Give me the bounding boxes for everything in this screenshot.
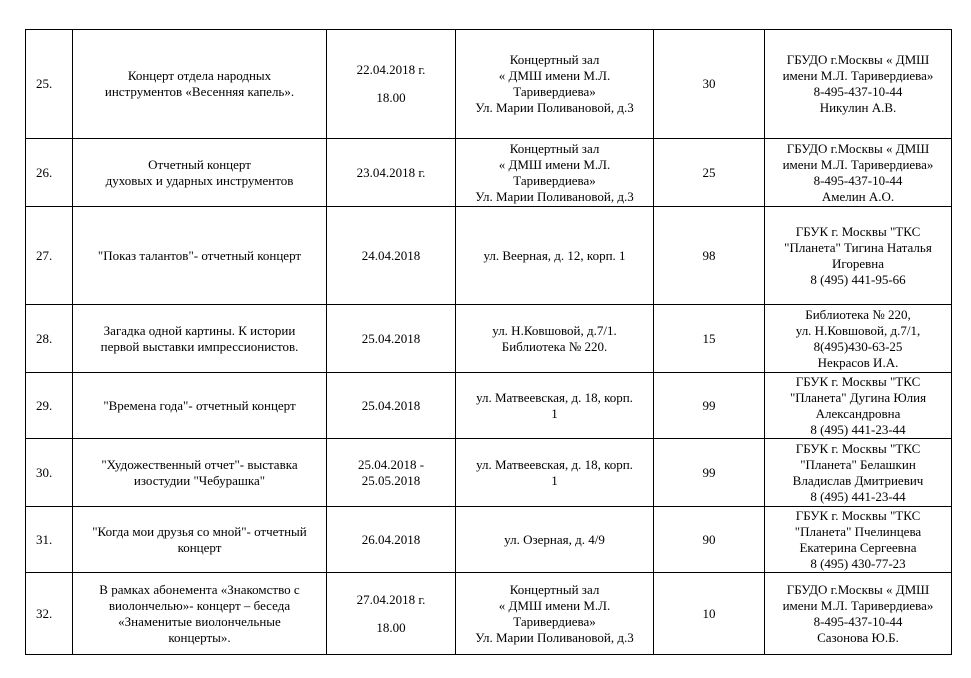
event-organizer: ГБУК г. Москвы "ТКС "Планета" Белашкин Владислав Дмитриевич 8 (495) 441-23-44 <box>765 439 952 507</box>
event-date: 27.04.2018 г. 18.00 <box>327 573 456 655</box>
event-attendance: 99 <box>654 439 765 507</box>
table-row <box>26 30 952 139</box>
table-row <box>26 573 952 655</box>
event-date: 25.04.2018 <box>327 373 456 439</box>
event-title: Загадка одной картины. К истории первой выставки импрессионистов. <box>73 305 327 373</box>
event-organizer: ГБУДО г.Москвы « ДМШ имени М.Л. Таривердиева» 8-495-437-10-44 Амелин А.О. <box>765 139 952 207</box>
event-venue: ул. Матвеевская, д. 18, корп. 1 <box>456 439 654 507</box>
event-venue: ул. Матвеевская, д. 18, корп. 1 <box>456 373 654 439</box>
event-venue: Концертный зал « ДМШ имени М.Л. Таривердиева» Ул. Марии Поливановой, д.3 <box>456 573 654 655</box>
row-number: 29. <box>26 373 73 439</box>
event-title: "Показ талантов"- отчетный концерт <box>73 207 327 305</box>
row-number: 32. <box>26 573 73 655</box>
event-title: "Когда мои друзья со мной"- отчетный концерт <box>73 507 327 573</box>
event-time: 18.00 <box>376 90 406 105</box>
events-table <box>25 29 952 655</box>
event-venue: ул. Озерная, д. 4/9 <box>456 507 654 573</box>
event-venue: ул. Н.Ковшовой, д.7/1. Библиотека № 220. <box>456 305 654 373</box>
event-venue: ул. Веерная, д. 12, корп. 1 <box>456 207 654 305</box>
event-attendance: 99 <box>654 373 765 439</box>
event-organizer: ГБУК г. Москвы "ТКС "Планета" Тигина Наталья Игоревна 8 (495) 441-95-66 <box>765 207 952 305</box>
row-number: 31. <box>26 507 73 573</box>
event-date: 24.04.2018 <box>327 207 456 305</box>
event-organizer: ГБУК г. Москвы "ТКС "Планета" Пчелинцева Екатерина Сергеевна 8 (495) 430-77-23 <box>765 507 952 573</box>
event-attendance: 98 <box>654 207 765 305</box>
row-number: 25. <box>26 30 73 139</box>
row-number: 27. <box>26 207 73 305</box>
event-venue: Концертный зал « ДМШ имени М.Л. Таривердиева» Ул. Марии Поливановой, д.3 <box>456 30 654 139</box>
row-number: 26. <box>26 139 73 207</box>
event-attendance: 15 <box>654 305 765 373</box>
event-organizer: ГБУДО г.Москвы « ДМШ имени М.Л. Таривердиева» 8-495-437-10-44 Сазонова Ю.Б. <box>765 573 952 655</box>
event-organizer: Библиотека № 220, ул. Н.Ковшовой, д.7/1, 8(495)430-63-25 Некрасов И.А. <box>765 305 952 373</box>
event-date: 25.04.2018 <box>327 305 456 373</box>
row-number: 28. <box>26 305 73 373</box>
event-title: В рамках абонемента «Знакомство с виолончелью»- концерт – беседа «Знаменитые виолончельные концерты». <box>73 573 327 655</box>
table-row <box>26 507 952 573</box>
event-attendance: 30 <box>654 30 765 139</box>
table-row <box>26 439 952 507</box>
event-time: 18.00 <box>376 619 406 635</box>
event-date: 22.04.2018 г. 18.00 <box>327 30 456 139</box>
event-title: "Времена года"- отчетный концерт <box>73 373 327 439</box>
event-attendance: 10 <box>654 573 765 655</box>
row-number: 30. <box>26 439 73 507</box>
table-row <box>26 207 952 305</box>
event-venue: Концертный зал « ДМШ имени М.Л. Таривердиева» Ул. Марии Поливановой, д.3 <box>456 139 654 207</box>
event-organizer: ГБУДО г.Москвы « ДМШ имени М.Л. Таривердиева» 8-495-437-10-44 Никулин А.В. <box>765 30 952 139</box>
table-row <box>26 373 952 439</box>
events-table-body <box>26 30 952 655</box>
event-organizer: ГБУК г. Москвы "ТКС "Планета" Дугина Юлия Александровна 8 (495) 441-23-44 <box>765 373 952 439</box>
event-date: 25.04.2018 - 25.05.2018 <box>327 439 456 507</box>
table-row <box>26 139 952 207</box>
table-row <box>26 305 952 373</box>
event-title: "Художественный отчет"- выставка изостудии "Чебурашка" <box>73 439 327 507</box>
event-attendance: 90 <box>654 507 765 573</box>
event-title: Отчетный концерт духовых и ударных инструментов <box>73 139 327 207</box>
event-attendance: 25 <box>654 139 765 207</box>
event-title: Концерт отдела народных инструментов «Весенняя капель». <box>73 30 327 139</box>
event-date: 23.04.2018 г. <box>327 139 456 207</box>
event-date: 26.04.2018 <box>327 507 456 573</box>
